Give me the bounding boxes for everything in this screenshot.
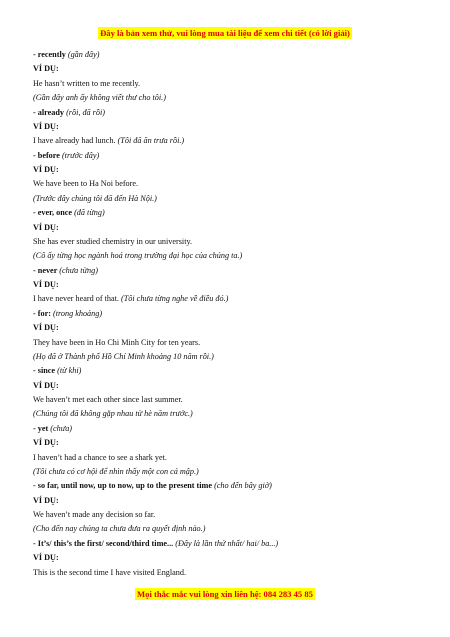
bold-text: - yet	[33, 423, 51, 433]
document-body	[33, 48, 423, 580]
italic-translation: (Tôi chưa từng nghe về điều đó.)	[120, 294, 229, 304]
text-line	[33, 221, 423, 235]
bold-text: VÍ DỤ:	[33, 222, 59, 232]
text-line	[33, 48, 423, 62]
text-line	[33, 436, 423, 450]
example-text: We have been to Ha Noi before.	[33, 179, 139, 189]
text-line	[33, 120, 423, 134]
text-line	[33, 522, 423, 536]
example-text: They have been in Ho Chi Minh City for ten years.	[33, 337, 201, 347]
text-line	[33, 77, 423, 91]
text-line	[33, 350, 423, 364]
preview-notice-text: Đây là bản xem thử, vui lòng mua tài liệu để xem chi tiết (có lời giải)	[100, 28, 350, 38]
text-line	[33, 177, 423, 191]
bold-text: - recently	[33, 50, 68, 59]
bold-text: VÍ DỤ:	[33, 323, 59, 333]
bold-text: - ever, once	[33, 208, 75, 218]
example-text: I have already had lunch.	[33, 136, 118, 146]
example-text: I have never heard of that.	[33, 294, 121, 304]
example-text: I haven’t had a chance to see a shark yet.	[33, 452, 167, 462]
text-line	[33, 249, 423, 263]
text-line	[33, 163, 423, 177]
italic-translation: (cho đến bây giờ)	[214, 481, 272, 491]
example-text: This is the second time I have visited England.	[33, 567, 187, 577]
italic-translation: (Đây là lần thứ nhất/ hai/ ba...)	[175, 538, 279, 548]
text-line	[33, 292, 423, 306]
text-line	[33, 566, 423, 580]
text-line	[33, 192, 423, 206]
text-line	[33, 494, 423, 508]
italic-translation: (Gần đây anh ấy không viết thư cho tôi.)	[33, 93, 166, 103]
text-line	[33, 278, 423, 292]
text-line	[33, 206, 423, 220]
italic-translation: (Tôi đã ăn trưa rồi.)	[117, 136, 185, 146]
italic-translation: (Chúng tôi đã không gặp nhau từ hè năm trước.)	[33, 409, 193, 419]
text-line	[33, 508, 423, 522]
text-line	[33, 307, 423, 321]
bold-text: VÍ DỤ:	[33, 495, 59, 505]
text-line	[33, 264, 423, 278]
text-line	[33, 62, 423, 76]
bold-text: VÍ DỤ:	[33, 165, 59, 174]
italic-translation: (Tôi chưa có cơ hội để nhìn thấy một con cá mập.)	[33, 466, 199, 476]
text-line	[33, 106, 423, 120]
bold-text: - It’s/ this’s the first/ second/third time...	[33, 538, 176, 548]
text-line	[33, 451, 423, 465]
bold-text: VÍ DỤ:	[33, 280, 59, 289]
example-text: We haven’t made any decision so far.	[33, 510, 156, 519]
italic-translation: (đã từng)	[74, 208, 105, 218]
text-line	[33, 379, 423, 393]
example-text: We haven’t met each other since last summer.	[33, 395, 183, 404]
italic-translation: (trong khoảng)	[53, 308, 103, 318]
italic-translation: (Cô ấy từng học ngành hoá trong trường đại học của chúng ta.)	[33, 251, 243, 261]
bold-text: VÍ DỤ:	[33, 380, 59, 390]
italic-translation: (Họ đã ở Thành phố Hồ Chí Minh khoảng 10 năm rồi.)	[33, 351, 214, 361]
text-line	[33, 364, 423, 378]
bold-text: - so far, until now, up to now, up to the present time	[33, 481, 215, 491]
text-line	[33, 407, 423, 421]
text-line	[33, 465, 423, 479]
text-line	[33, 134, 423, 148]
text-line	[33, 321, 423, 335]
preview-notice-banner	[0, 27, 450, 39]
text-line	[33, 336, 423, 350]
bold-text: VÍ DỤ:	[33, 121, 59, 131]
contact-banner	[0, 588, 450, 600]
example-text: She has ever studied chemistry in our university.	[33, 236, 193, 246]
bold-text: VÍ DỤ:	[33, 64, 59, 74]
bold-text: - never	[33, 265, 60, 275]
text-line	[33, 479, 423, 493]
italic-translation: (chưa)	[50, 423, 73, 433]
italic-translation: (Cho đến nay chúng ta chưa đưa ra quyết định nào.)	[33, 524, 206, 534]
italic-translation: (Trước đây chúng tôi đã đến Hà Nội.)	[33, 193, 157, 203]
text-line	[33, 91, 423, 105]
text-line	[33, 235, 423, 249]
bold-text: VÍ DỤ:	[33, 553, 59, 563]
text-line	[33, 537, 423, 551]
contact-text: Mọi thắc mắc vui lòng xin liên hệ: 084 283 45 85	[137, 589, 313, 599]
text-line	[33, 393, 423, 407]
text-line	[33, 551, 423, 565]
bold-text: VÍ DỤ:	[33, 438, 59, 448]
italic-translation: (trước đây)	[61, 150, 100, 160]
bold-text: - already	[33, 107, 67, 117]
text-line	[33, 422, 423, 436]
italic-translation: (rồi, đã rồi)	[66, 107, 105, 117]
bold-text: - for:	[33, 308, 54, 318]
bold-text: - since	[33, 366, 58, 376]
example-text: He hasn’t written to me recently.	[33, 78, 141, 88]
text-line	[33, 149, 423, 163]
bold-text: - before	[33, 150, 62, 160]
italic-translation: (gần đây)	[67, 50, 100, 59]
italic-translation: (từ khi)	[57, 366, 82, 376]
italic-translation: (chưa từng)	[59, 265, 98, 275]
